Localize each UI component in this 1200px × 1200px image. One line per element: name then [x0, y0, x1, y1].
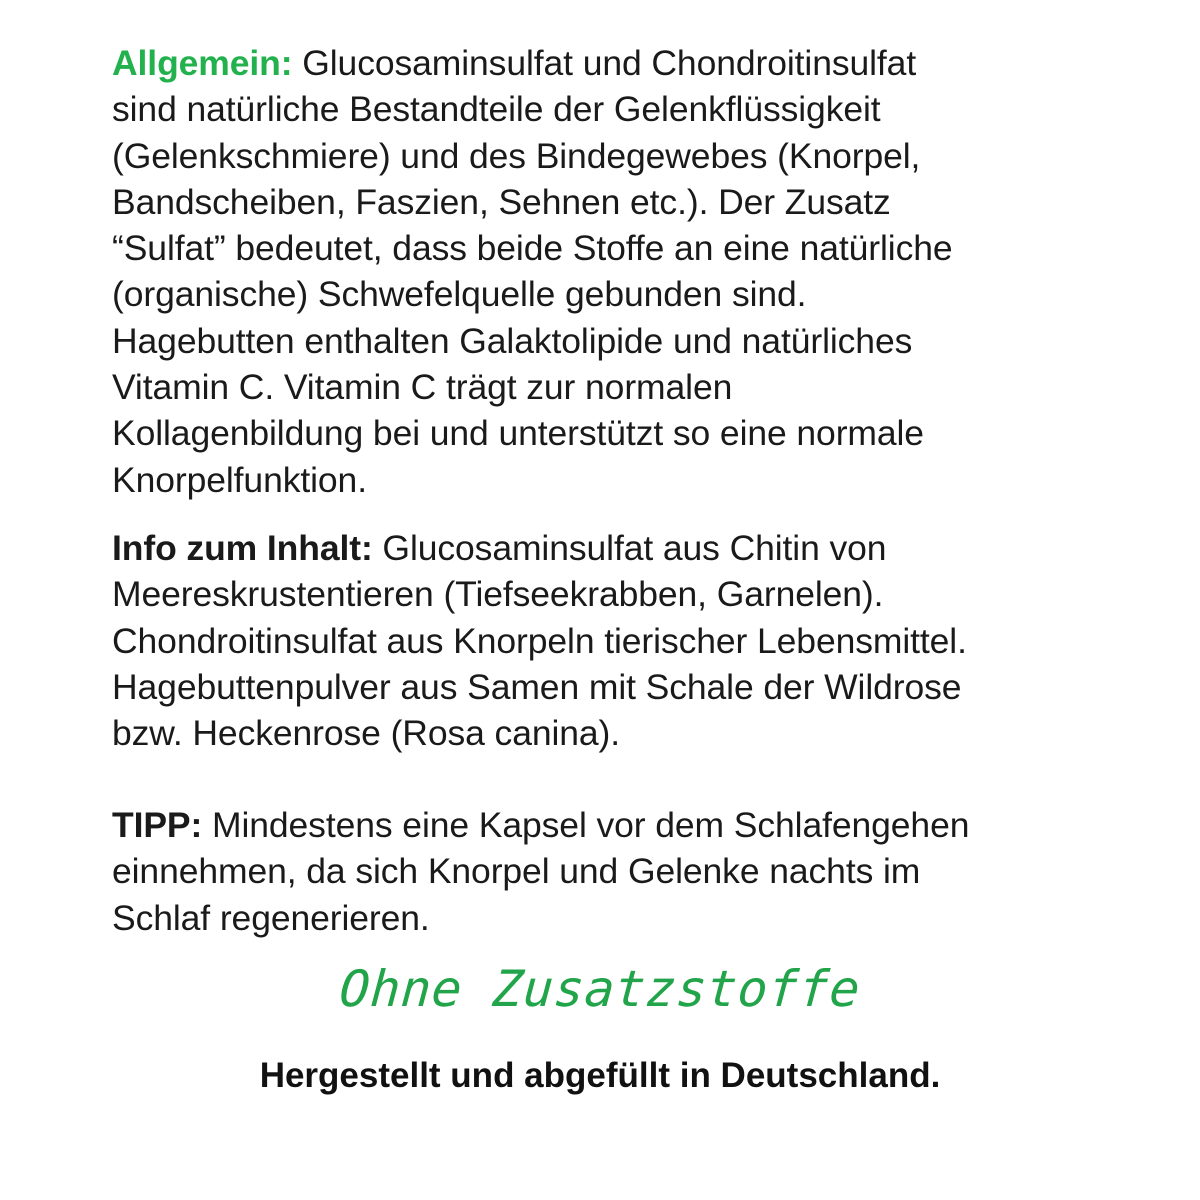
slogan-ohne-zusatzstoffe: Ohne Zusatzstoffe	[337, 960, 863, 1018]
paragraph-line: (Gelenkschmiere) und des Bindegewebes (Knorpel,	[112, 135, 921, 176]
paragraph-allgemein	[112, 40, 1112, 503]
paragraph-line: Schlaf regenerieren.	[112, 897, 430, 938]
paragraph-line: Allgemein: Glucosaminsulfat und Chondroitinsulfat	[112, 43, 917, 83]
paragraph-line: einnehmen, da sich Knorpel und Gelenke nachts im	[112, 851, 921, 892]
paragraph-line: “Sulfat” bedeutet, dass beide Stoffe an eine natürliche	[112, 228, 953, 269]
paragraph-line: Hagebutten enthalten Galaktolipide und natürliches	[112, 320, 913, 361]
paragraph-info-zum-inhalt	[112, 525, 1112, 756]
paragraph-line: bzw. Heckenrose (Rosa canina).	[112, 713, 621, 754]
paragraph-line: Hagebuttenpulver aus Samen mit Schale der Wildrose	[112, 666, 962, 707]
paragraph-tipp	[112, 802, 1112, 941]
paragraph-line: Bandscheiben, Faszien, Sehnen etc.). Der Zusatz	[112, 181, 891, 222]
paragraph-line: Meereskrustentieren (Tiefseekrabben, Garnelen).	[112, 574, 884, 615]
paragraph-line: Chondroitinsulfat aus Knorpeln tierischer Lebensmittel.	[112, 620, 967, 661]
paragraph-line: sind natürliche Bestandteile der Gelenkflüssigkeit	[112, 89, 881, 130]
label-info-zum-inhalt: Info zum Inhalt:	[112, 528, 373, 568]
paragraph-line: (organische) Schwefelquelle gebunden sind.	[112, 274, 807, 315]
paragraph-line: Knorpelfunktion.	[112, 459, 367, 500]
label-allgemein: Allgemein:	[112, 43, 293, 83]
paragraph-line: TIPP: Mindestens eine Kapsel vor dem Schlafengehen	[112, 805, 970, 845]
label-tipp: TIPP:	[112, 805, 203, 845]
footer-made-in-germany: Hergestellt und abgefüllt in Deutschland.	[259, 1056, 941, 1095]
paragraph-line: Vitamin C. Vitamin C trägt zur normalen	[112, 367, 733, 408]
paragraph-line: Info zum Inhalt: Glucosaminsulfat aus Chitin von	[112, 528, 887, 568]
paragraph-line: Kollagenbildung bei und unterstützt so eine normale	[112, 413, 924, 454]
